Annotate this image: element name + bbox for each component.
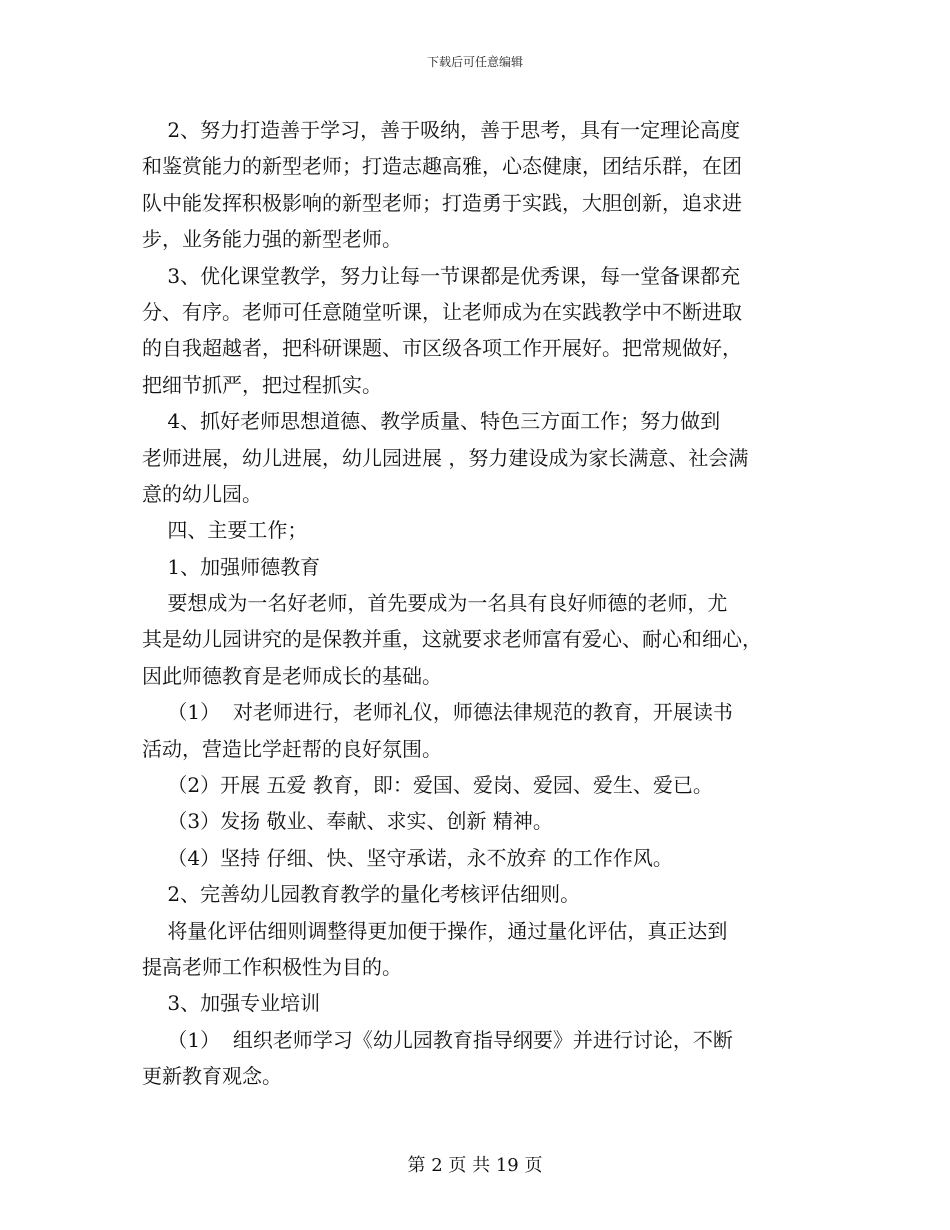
text-line: 和鉴赏能力的新型老师；打造志趣高雅，心态健康，团结乐群，在团 [142, 154, 742, 179]
text-line: 2、努力打造善于学习，善于吸纳，善于思考，具有一定理论高度 [142, 118, 741, 142]
text-line: （4）坚持 仔细、快、坚守承诺，永不放弃 的工作作风。 [142, 845, 673, 870]
text-line: （2）开展 五爱 教育，即：爱国、爱岗、爱园、爱生、爱已。 [142, 773, 713, 798]
text-line: 意的幼儿园。 [142, 481, 262, 506]
text-line: （1） 对老师进行，老师礼仪，师德法律规范的教育，开展读书 [142, 700, 733, 725]
text-line: 提高老师工作积极性为目的。 [142, 954, 402, 979]
subsection-heading: 3、加强专业培训 [142, 991, 321, 1016]
page-number-footer: 第 2 页 共 19 页 [407, 1155, 543, 1176]
text-line: 分、有序。老师可任意随堂听课，让老师成为在实践教学中不断进取 [142, 299, 742, 324]
text-line: 其是幼儿园讲究的是保教并重，这就要求老师富有爱心、耐心和细心， [142, 627, 762, 652]
text-line: 4、抓好老师思想道德、教学质量、特色三方面工作；努力做到 [142, 409, 721, 434]
text-line: 将量化评估细则调整得更加便于操作，通过量化评估，真正达到 [142, 918, 728, 943]
subsection-heading: 2、完善幼儿园教育教学的量化考核评估细则。 [142, 882, 581, 907]
text-line: （1） 组织老师学习《幼儿园教育指导纲要》并进行讨论，不断 [142, 1027, 733, 1052]
text-line: 活动，营造比学赶帮的良好氛围。 [142, 736, 442, 761]
text-line: （3）发扬 敬业、奉献、求实、创新 精神。 [142, 809, 553, 834]
text-line: 老师进展，幼儿进展，幼儿园进展 ，努力建设成为家长满意、社会满 [142, 445, 749, 470]
text-line: 要想成为一名好老师，首先要成为一名具有良好师德的老师，尤 [142, 591, 728, 616]
text-line: 更新教育观念。 [142, 1064, 282, 1089]
text-line: 因此师德教育是老师成长的基础。 [142, 663, 442, 688]
document-body [142, 112, 810, 1095]
text-line: 3、优化课堂教学，努力让每一节课都是优秀课，每一堂备课都充 [142, 263, 741, 288]
subsection-heading: 1、加强师德教育 [142, 554, 321, 579]
text-line: 把细节抓严，把过程抓实。 [142, 372, 382, 397]
text-line: 步，业务能力强的新型老师。 [142, 227, 402, 252]
text-line: 队中能发挥积极影响的新型老师；打造勇于实践，大胆创新，追求进 [142, 190, 742, 215]
text-line: 的自我超越者，把科研课题、市区级各项工作开展好。把常规做好， [142, 336, 742, 361]
section-heading: 四、主要工作； [142, 518, 308, 543]
page-header: 下载后可任意编辑 [426, 55, 523, 69]
